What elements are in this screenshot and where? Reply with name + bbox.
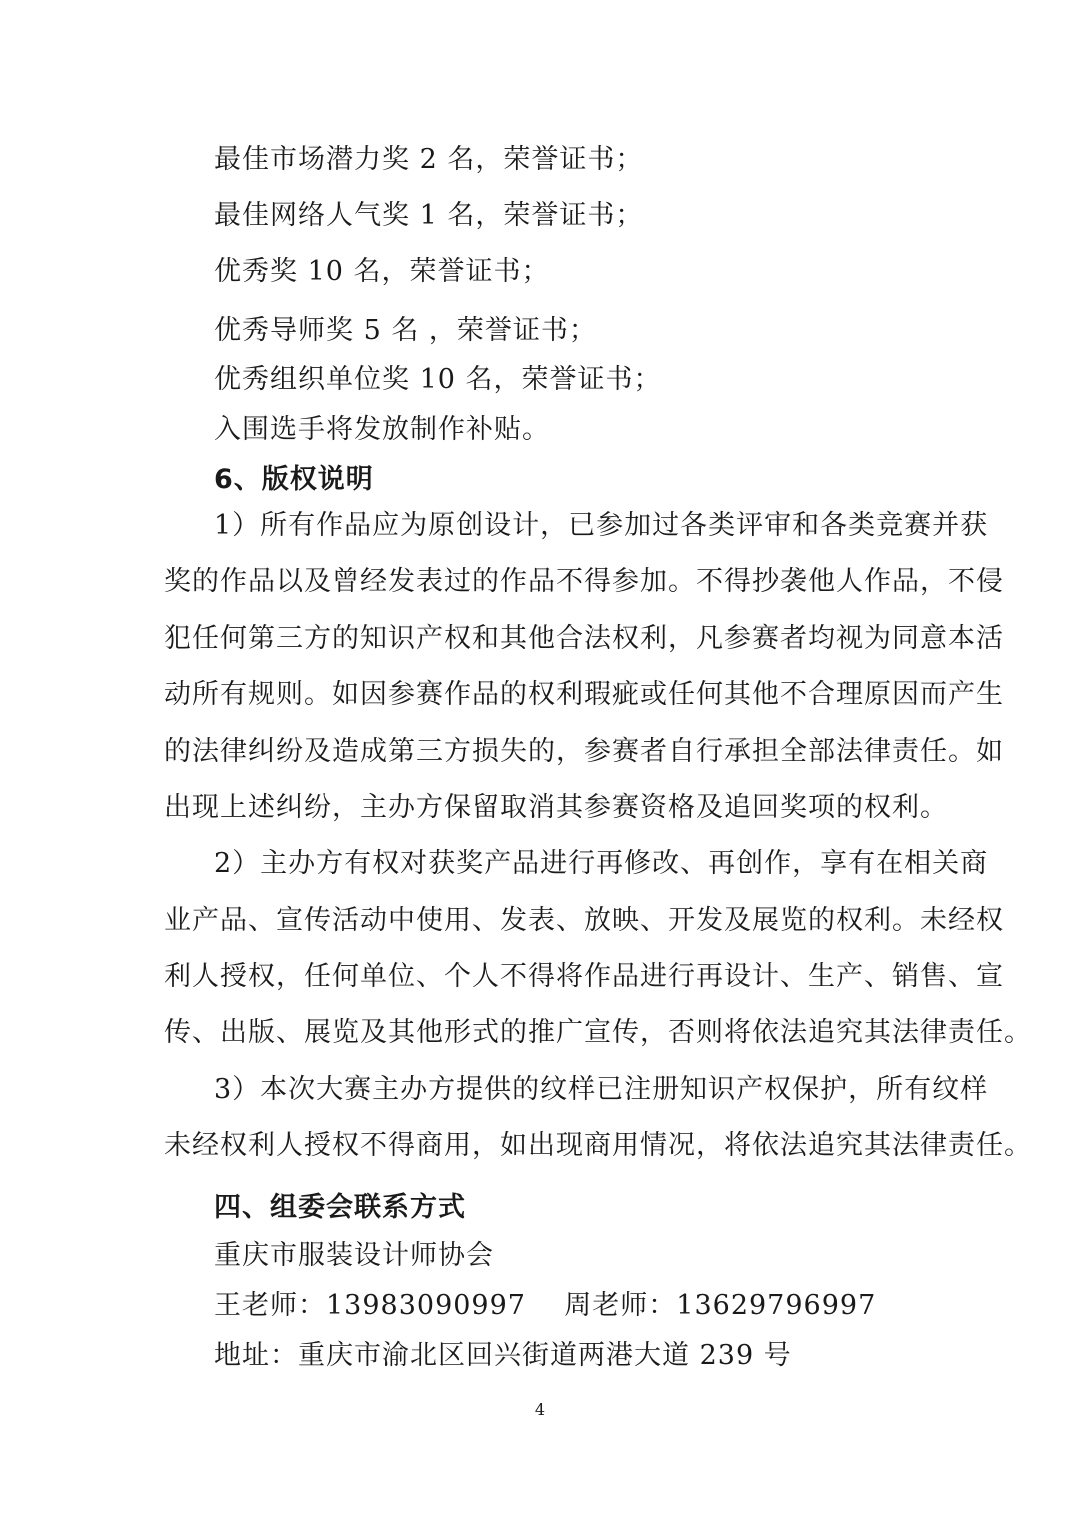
paragraph-line: 3）本次大赛主办方提供的纹样已注册知识产权保护，所有纹样 [214,1074,989,1105]
section-heading-copyright: 6、版权说明 [214,464,374,495]
award-line: 最佳市场潜力奖 2 名，荣誉证书； [214,144,644,175]
award-line: 优秀奖 10 名，荣誉证书； [214,256,550,287]
award-line: 优秀导师奖 5 名 ，荣誉证书； [214,315,597,346]
paragraph-line: 奖的作品以及曾经发表过的作品不得参加。不得抄袭他人作品，不侵 [164,566,1004,597]
award-line: 入围选手将发放制作补贴。 [214,414,550,445]
paragraph-line: 未经权利人授权不得商用，如出现商用情况，将依法追究其法律责任。 [164,1130,1032,1161]
paragraph-line: 利人授权，任何单位、个人不得将作品进行再设计、生产、销售、宣 [164,961,1004,992]
paragraph-line: 出现上述纠纷，主办方保留取消其参赛资格及追回奖项的权利。 [164,792,948,823]
paragraph-line: 动所有规则。如因参赛作品的权利瑕疵或任何其他不合理原因而产生 [164,679,1004,710]
paragraph-line: 2）主办方有权对获奖产品进行再修改、再创作，享有在相关商 [214,848,989,879]
award-line: 优秀组织单位奖 10 名，荣誉证书； [214,364,662,395]
page-number: 4 [534,1400,546,1419]
contact-address: 地址：重庆市渝北区回兴街道两港大道 239 号 [214,1340,792,1371]
paragraph-line: 传、出版、展览及其他形式的推广宣传，否则将依法追究其法律责任。 [164,1017,1032,1048]
organization-name: 重庆市服装设计师协会 [214,1240,494,1271]
award-line: 最佳网络人气奖 1 名，荣誉证书； [214,200,644,231]
paragraph-line: 的法律纠纷及造成第三方损失的，参赛者自行承担全部法律责任。如 [164,736,1004,767]
paragraph-line: 业产品、宣传活动中使用、发表、放映、开发及展览的权利。未经权 [164,905,1004,936]
section-heading-contact: 四、组委会联系方式 [214,1192,466,1223]
paragraph-line: 1）所有作品应为原创设计，已参加过各类评审和各类竞赛并获 [214,510,989,541]
paragraph-line: 犯任何第三方的知识产权和其他合法权利，凡参赛者均视为同意本活 [164,623,1004,654]
contact-phones: 王老师：13983090997 周老师：13629796997 [214,1290,877,1321]
